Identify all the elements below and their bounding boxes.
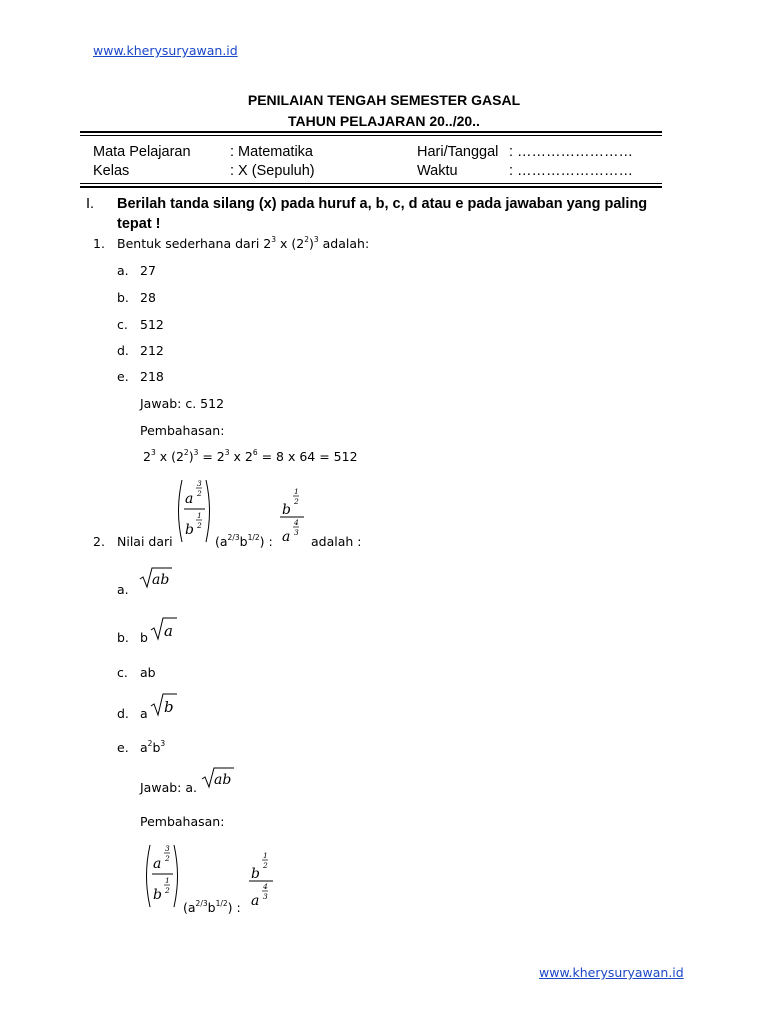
svg-text:ab: ab	[214, 772, 232, 788]
subject-value: : Matematika	[230, 144, 313, 160]
svg-text:a: a	[251, 893, 260, 909]
svg-text:b: b	[153, 887, 162, 903]
q2-option-c[interactable]: ab	[140, 665, 156, 680]
q1-option-b[interactable]: 28	[140, 290, 156, 305]
time-label: Waktu	[417, 163, 458, 179]
q1-number: 1.	[93, 236, 105, 251]
svg-text:a: a	[282, 529, 291, 545]
section-number: I.	[86, 196, 95, 212]
q1-option-d-letter: d.	[117, 343, 129, 358]
website-link-top[interactable]: www.kherysuryawan.id	[93, 43, 238, 58]
svg-text:3: 3	[263, 892, 268, 901]
day-date-label: Hari/Tanggal	[417, 144, 499, 160]
class-label: Kelas	[93, 163, 130, 179]
q2-option-c-letter: c.	[117, 665, 128, 680]
q2-option-a-letter: a.	[117, 582, 129, 597]
q2-option-d-prefix: a	[140, 706, 148, 721]
svg-text:b: b	[164, 698, 174, 716]
q1-discussion-work: $2^3$ x $(2^2)^3 = 2^3$ x $2^6 = 8$ x 64 = 512	[143, 448, 358, 464]
svg-text:4: 4	[294, 518, 299, 527]
subject-label: Mata Pelajaran	[93, 144, 191, 160]
svg-text:2: 2	[263, 861, 268, 870]
q1-option-c[interactable]: 512	[140, 317, 164, 332]
q2-text-post: adalah :	[311, 534, 362, 549]
svg-text:b: b	[185, 522, 194, 538]
svg-text:b: b	[282, 502, 291, 518]
q2-option-b-sqrt[interactable]	[150, 616, 178, 642]
q1-option-e[interactable]: 218	[140, 369, 164, 384]
q2-fraction-left	[174, 476, 214, 546]
svg-text:a: a	[164, 622, 173, 640]
svg-text:4: 4	[263, 882, 268, 891]
q2-option-e[interactable]: $a^2b^3$	[140, 739, 166, 755]
q1-option-c-letter: c.	[117, 317, 128, 332]
svg-text:2: 2	[197, 521, 202, 530]
svg-text:a: a	[153, 856, 162, 872]
svg-text:3: 3	[197, 479, 202, 488]
q2-option-d-sqrt[interactable]	[150, 692, 178, 718]
q2-text-pre: Nilai dari	[117, 534, 173, 549]
q2-discussion-text: $(a^{2/3}b^{1/2})$ :	[183, 899, 241, 915]
exam-title: PENILAIAN TENGAH SEMESTER GASAL	[247, 92, 521, 108]
q2-option-a-sqrt[interactable]	[139, 566, 173, 590]
class-value: : X (Sepuluh)	[230, 163, 315, 179]
q2-answer-sqrt	[201, 766, 235, 790]
q2-answer-prefix: Jawab: a.	[140, 780, 197, 795]
exam-year: TAHUN PELAJARAN 20../20..	[288, 113, 480, 129]
q1-text: Bentuk sederhana dari $2^3$ x $(2^2)^3$ adalah:	[117, 235, 370, 251]
q1-discussion-label: Pembahasan:	[140, 423, 225, 438]
section-instruction: Berilah tanda silang (x) pada huruf a, b, c, d atau e pada jawaban yang paling tepat !	[117, 196, 648, 232]
q2-discussion-fraction-right	[247, 848, 277, 910]
q1-answer: Jawab: c. 512	[140, 396, 225, 411]
svg-text:3: 3	[294, 528, 299, 537]
svg-text:2: 2	[294, 497, 299, 506]
q1-option-e-letter: e.	[117, 369, 129, 384]
q2-fraction-right	[278, 484, 308, 546]
q2-text-mid: $(a^{2/3}b^{1/2})$ :	[215, 533, 273, 549]
q2-option-b-letter: b.	[117, 630, 129, 645]
svg-text:3: 3	[165, 844, 170, 853]
svg-text:1: 1	[294, 487, 299, 496]
svg-text:2: 2	[165, 854, 170, 863]
q1-option-b-letter: b.	[117, 290, 129, 305]
q1-option-a[interactable]: 27	[140, 263, 156, 278]
website-link-bottom[interactable]: www.kherysuryawan.id	[539, 965, 684, 980]
svg-text:ab: ab	[152, 572, 170, 588]
svg-text:1: 1	[165, 876, 170, 885]
svg-text:a: a	[185, 491, 194, 507]
q1-option-a-letter: a.	[117, 263, 129, 278]
q2-number: 2.	[93, 534, 105, 549]
day-date-value: : ……………………	[509, 144, 634, 160]
q2-option-e-letter: e.	[117, 740, 129, 755]
divider-top-1	[80, 131, 662, 133]
q2-option-d-letter: d.	[117, 706, 129, 721]
q2-option-b-prefix: b	[140, 630, 148, 645]
divider-top-2	[80, 135, 662, 136]
svg-text:2: 2	[165, 886, 170, 895]
divider-bottom-1	[80, 183, 662, 184]
time-value: : ……………………	[509, 163, 634, 179]
svg-text:b: b	[251, 866, 260, 882]
svg-text:2: 2	[197, 489, 202, 498]
q1-option-d[interactable]: 212	[140, 343, 164, 358]
svg-text:1: 1	[263, 851, 268, 860]
divider-bottom-2	[80, 186, 662, 188]
q2-discussion-label: Pembahasan:	[140, 814, 225, 829]
svg-text:1: 1	[197, 511, 202, 520]
q2-discussion-fraction-left	[142, 841, 182, 911]
